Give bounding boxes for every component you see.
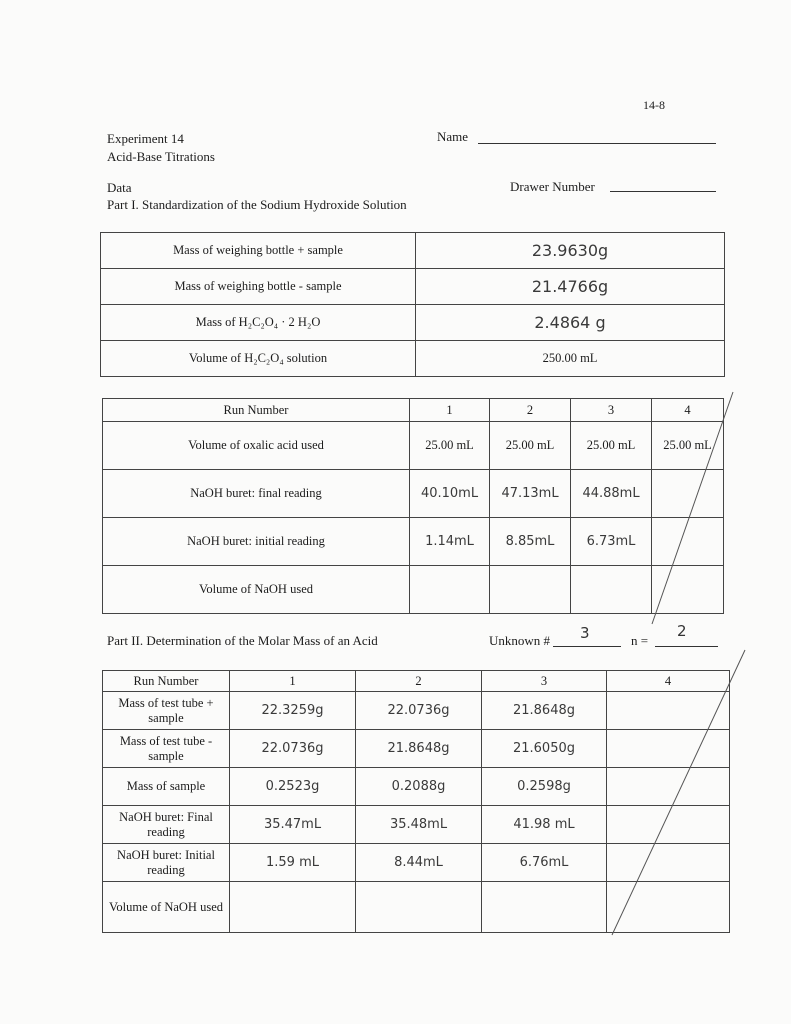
cell-value[interactable]: 47.13mL (490, 470, 571, 518)
row-label: Mass of weighing bottle - sample (101, 269, 416, 305)
page-number: 14-8 (643, 98, 665, 112)
cell-value[interactable]: 40.10mL (410, 470, 490, 518)
cell-value[interactable]: 2.4864 g (416, 305, 725, 341)
cell-value[interactable]: 22.0736g (230, 730, 356, 768)
part2-title: Part II. Determination of the Molar Mass of an Acid (107, 633, 378, 648)
row-label: NaOH buret: final reading (103, 470, 410, 518)
cell-value[interactable]: 0.2088g (356, 768, 482, 806)
row-label: Mass of H₂C₂O₄ · 2 H₂O (101, 305, 416, 341)
row-label: Volume of oxalic acid used (103, 422, 410, 470)
column-header: Run Number (103, 671, 230, 692)
cell-value: 25.00 mL (410, 422, 490, 470)
cell-value: 25.00 mL (652, 422, 724, 470)
experiment-subtitle: Acid-Base Titrations (107, 149, 215, 164)
n-value: 2 (677, 622, 688, 640)
cell-value[interactable]: 0.2523g (230, 768, 356, 806)
cell-value[interactable]: 8.44mL (356, 844, 482, 882)
row-label: NaOH buret: Final reading (103, 806, 230, 844)
cell-value[interactable]: 8.85mL (490, 518, 571, 566)
cell-value[interactable]: 21.4766g (416, 269, 725, 305)
row-label: Volume of H₂C₂O₄ solution (101, 341, 416, 377)
column-header: 3 (571, 399, 652, 422)
cell-value[interactable]: 35.48mL (356, 806, 482, 844)
experiment-number: Experiment 14 (107, 131, 184, 146)
cell-value[interactable]: 1.59 mL (230, 844, 356, 882)
cell-value[interactable]: 6.76mL (482, 844, 607, 882)
column-header: 1 (410, 399, 490, 422)
cell-value[interactable]: 44.88mL (571, 470, 652, 518)
drawer-number-label: Drawer Number (510, 179, 595, 194)
column-header: 1 (230, 671, 356, 692)
unknown-label: Unknown # (489, 633, 551, 648)
name-label: Name (437, 129, 469, 144)
cell-value: 250.00 mL (416, 341, 725, 377)
data-label: Data (107, 180, 132, 195)
cell-value[interactable]: 35.47mL (230, 806, 356, 844)
cell-value[interactable]: 23.9630g (416, 233, 725, 269)
cell-value[interactable]: 21.6050g (482, 730, 607, 768)
strike-line-table2 (652, 392, 733, 624)
row-label: Volume of NaOH used (103, 882, 230, 933)
cell-value[interactable]: 21.8648g (356, 730, 482, 768)
column-header: Run Number (103, 399, 410, 422)
column-header: 4 (652, 399, 724, 422)
row-label: Mass of test tube + sample (103, 692, 230, 730)
cell-value[interactable]: 0.2598g (482, 768, 607, 806)
cell-value[interactable]: 22.3259g (230, 692, 356, 730)
cell-value[interactable]: 21.8648g (482, 692, 607, 730)
cell-value[interactable]: 41.98 mL (482, 806, 607, 844)
row-label: Volume of NaOH used (103, 566, 410, 614)
row-label: Mass of sample (103, 768, 230, 806)
cell-value: 25.00 mL (490, 422, 571, 470)
cell-value[interactable]: 1.14mL (410, 518, 490, 566)
row-label: NaOH buret: initial reading (103, 518, 410, 566)
unknown-value: 3 (580, 624, 591, 642)
row-label: Mass of weighing bottle + sample (101, 233, 416, 269)
cell-value: 25.00 mL (571, 422, 652, 470)
column-header: 2 (490, 399, 571, 422)
n-label: n = (631, 633, 649, 648)
column-header: 3 (482, 671, 607, 692)
cell-value[interactable]: 22.0736g (356, 692, 482, 730)
part1-title: Part I. Standardization of the Sodium Hydroxide Solution (107, 197, 407, 212)
column-header: 4 (607, 671, 730, 692)
cell-value[interactable]: 6.73mL (571, 518, 652, 566)
row-label: NaOH buret: Initial reading (103, 844, 230, 882)
strike-line-table3 (612, 650, 745, 935)
column-header: 2 (356, 671, 482, 692)
row-label: Mass of test tube - sample (103, 730, 230, 768)
